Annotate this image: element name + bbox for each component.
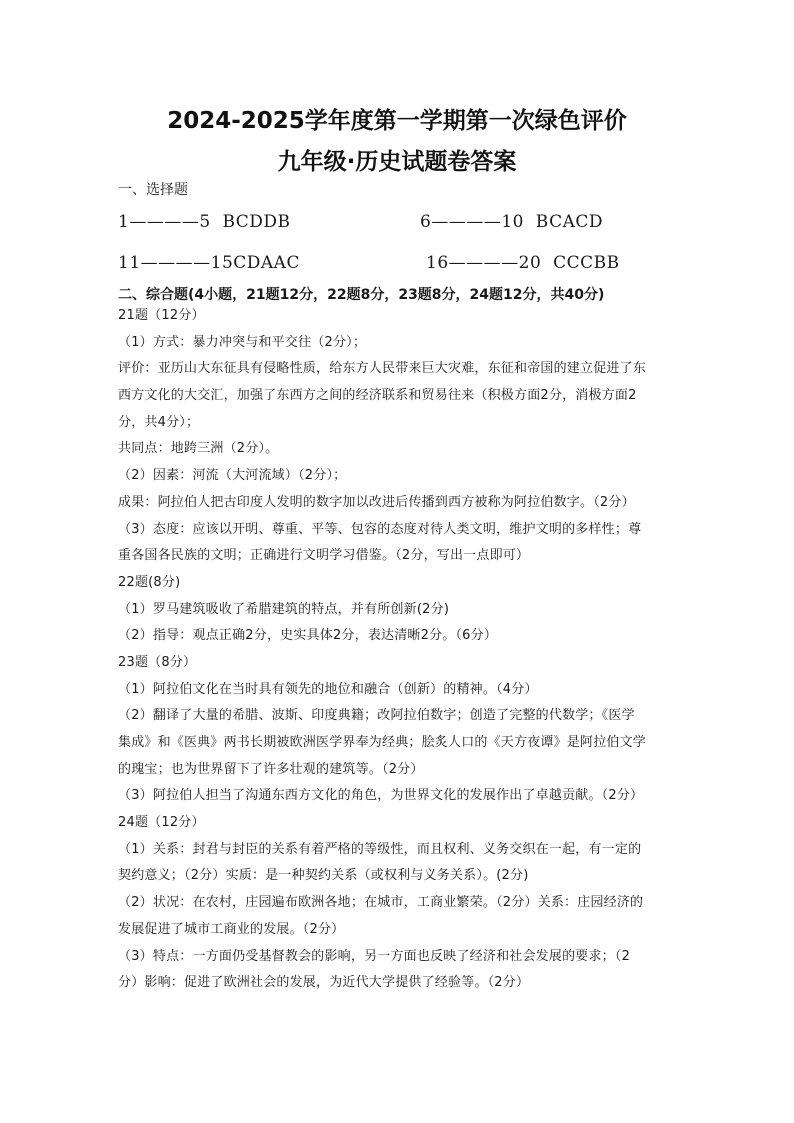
answer-line: （2）状况：在农村，庄园遍布欧洲各地；在城市，工商业繁荣。（2分）关系：庄园经济的 xyxy=(118,895,644,911)
answer-line: 重各国各民族的文明；正确进行文明学习借鉴。（2分，写出一点即可） xyxy=(118,548,530,564)
answer-line: 西方文化的大交汇，加强了东西方之间的经济联系和贸易往来（积极方面2分，消极方面2 xyxy=(118,388,637,404)
answer-line: （2）指导：观点正确2分，史实具体2分，表达清晰2分。（6分） xyxy=(118,628,498,644)
section-heading-multiple-choice: 一、选择题 xyxy=(118,182,188,198)
answer-line: 成果：阿拉伯人把古印度人发明的数字加以改进后传播到西方被称为阿拉伯数字。（2分） xyxy=(118,494,635,510)
answer-line: 的瑰宝；也为世界留下了许多壮观的建筑等。（2分） xyxy=(118,761,424,777)
answer-line: 23题（8分） xyxy=(118,654,197,670)
mc-answers-16-20: 16————20 CCCBB xyxy=(426,253,620,273)
answer-line: （1）罗马建筑吸收了希腊建筑的特点，并有所创新(2分) xyxy=(118,601,450,617)
answer-line: 契约意义；（2分）实质：是一种契约关系（或权利与义务关系）。(2分) xyxy=(118,868,529,884)
answer-line: 分，共4分）； xyxy=(118,414,200,430)
mc-answers-1-5: 1————5 BCDDB xyxy=(118,212,291,232)
answer-line: （1）方式：暴力冲突与和平交往（2分）； xyxy=(118,334,367,350)
answer-line: （2）翻译了大量的希腊、波斯、印度典籍；改阿拉伯数字；创造了完整的代数学；《医学 xyxy=(118,708,635,724)
mc-answers-11-15: 11————15CDAAC xyxy=(118,253,300,273)
section-heading-comprehensive: 二、综合题(4小题，21题12分，22题8分，23题8分，24题12分，共40分) xyxy=(118,287,605,303)
answer-line: 评价：亚历山大东征具有侵略性质，给东方人民带来巨大灾难，东征和帝国的建立促进了东 xyxy=(118,361,647,377)
answer-line: 共同点：地跨三洲（2分）。 xyxy=(118,441,279,457)
answer-line: 24题（12分） xyxy=(118,815,205,831)
answer-body xyxy=(118,303,678,997)
answer-line: （2）因素：河流（大河流域）（2分）； xyxy=(118,468,347,484)
page-title: 2024-2025学年度第一学期第一次绿色评价 xyxy=(167,108,627,134)
answer-line: 22题(8分) xyxy=(118,574,181,590)
answer-line: （3）特点：一方面仍受基督教会的影响，另一方面也反映了经济和社会发展的要求；（2 xyxy=(118,948,631,964)
answer-line: 分）影响：促进了欧洲社会的发展，为近代大学提供了经验等。（2分） xyxy=(118,975,530,991)
answer-line: （1）阿拉伯文化在当时具有领先的地位和融合（创新）的精神。（4分） xyxy=(118,681,538,697)
answer-line: 集成》和《医典》两书长期被欧洲医学界奉为经典；脍炙人口的《天方夜谭》是阿拉伯文学 xyxy=(118,735,647,750)
answer-line: （1）关系：封君与封臣的关系有着严格的等级性，而且权利、义务交织在一起，有一定的 xyxy=(118,841,642,857)
answer-line: （3）阿拉伯人担当了沟通东西方文化的角色，为世界文化的发展作出了卓越贡献。（2分） xyxy=(118,788,644,804)
answer-line: （3）态度：应该以开明、尊重、平等、包容的态度对待人类文明，维护文明的多样性；尊 xyxy=(118,521,642,537)
answer-line: 发展促进了城市工商业的发展。（2分） xyxy=(118,921,345,937)
page-subtitle: 九年级·历史试题卷答案 xyxy=(277,149,517,175)
answer-line: 21题（12分） xyxy=(118,308,205,323)
mc-answers-6-10: 6————10 BCACD xyxy=(420,212,603,232)
